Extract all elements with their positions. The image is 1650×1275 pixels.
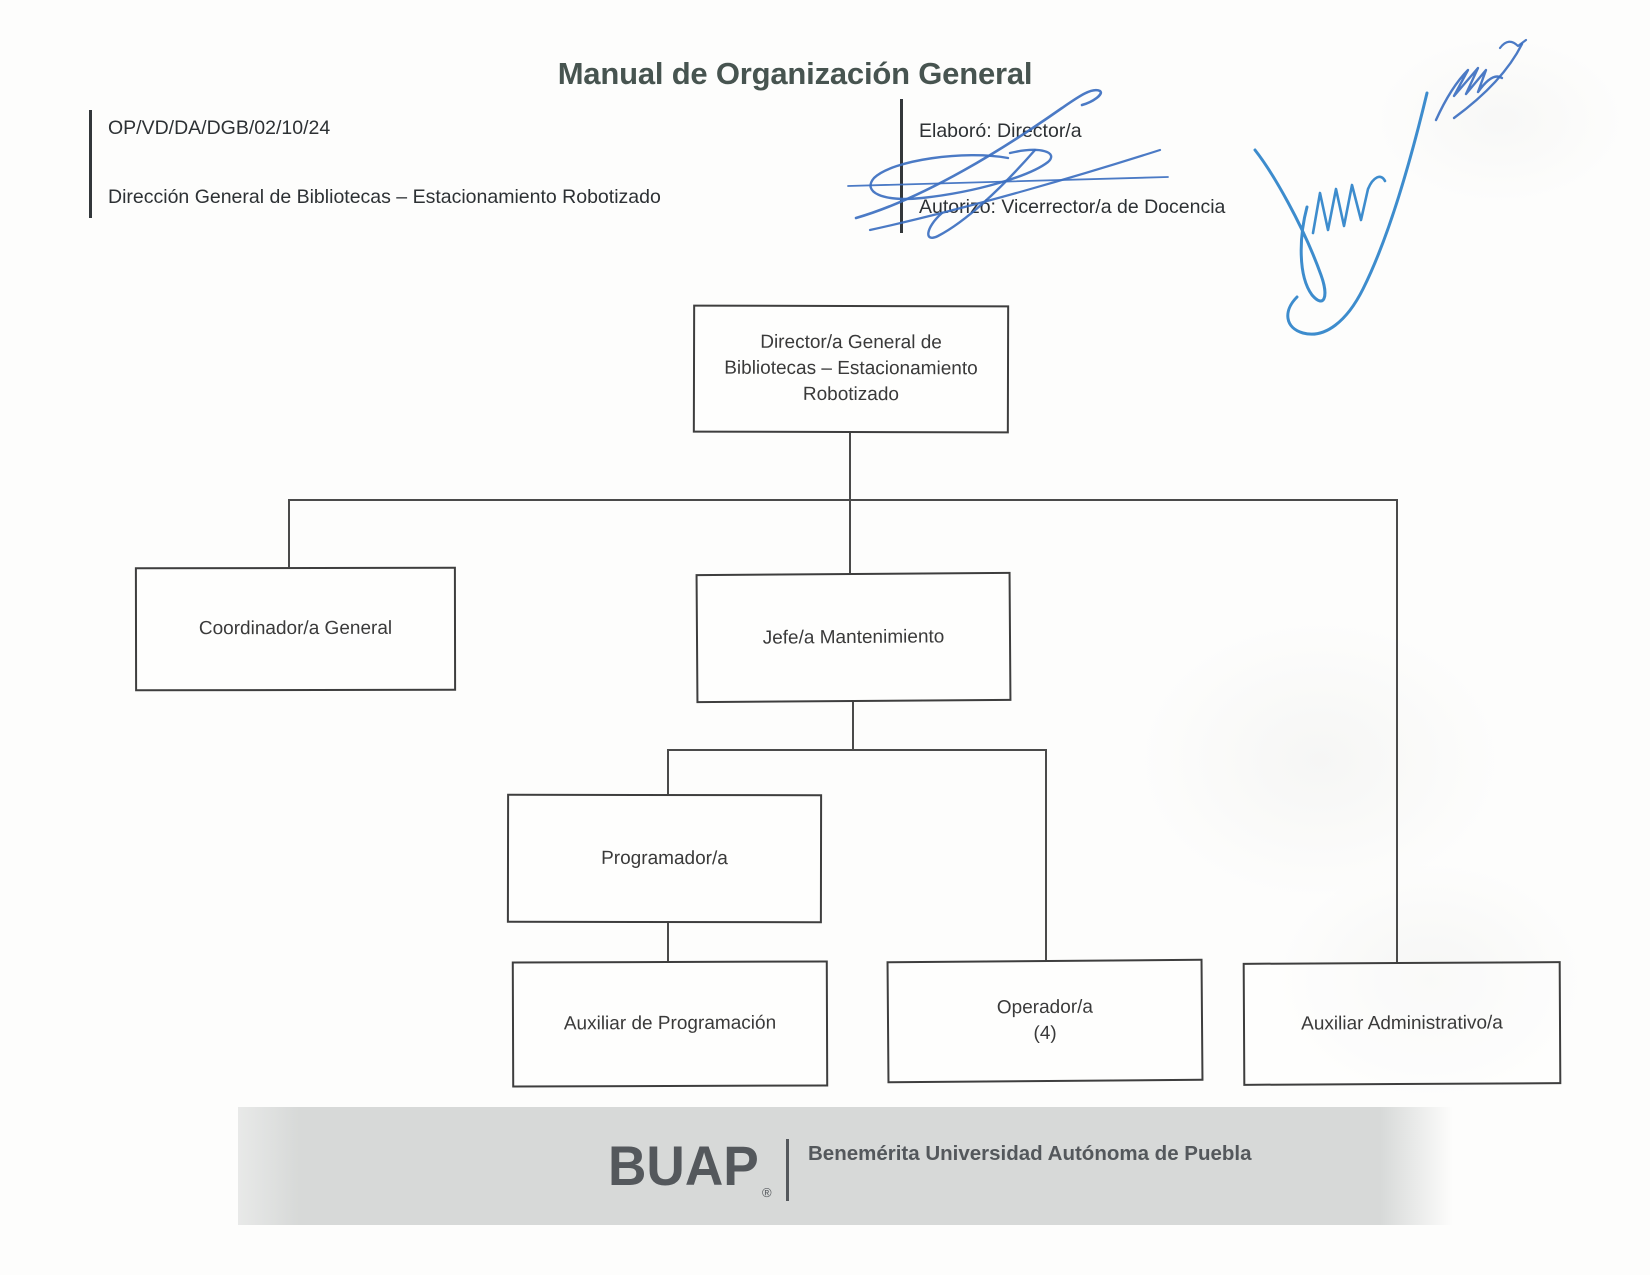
org-node-coordinador-general xyxy=(135,567,456,692)
autorizo-line: Autorizó: Vicerrector/a de Docencia xyxy=(919,196,1226,218)
connector-jefe-stem xyxy=(852,702,854,751)
connector-director-stem xyxy=(849,433,851,501)
registered-mark: ® xyxy=(762,1185,772,1200)
header-left-rule xyxy=(89,110,92,218)
buap-logo: BUAP xyxy=(608,1134,759,1197)
signature-director xyxy=(830,70,1190,260)
org-node-auxiliar-programacion xyxy=(512,960,828,1087)
university-name-line1: Benemérita Universidad xyxy=(808,1142,1043,1165)
org-node-programador xyxy=(507,794,822,924)
department-name: Dirección General de Bibliotecas – Estacionamiento Robotizado xyxy=(108,186,661,208)
connector-drop-programador xyxy=(667,749,669,795)
university-name xyxy=(808,1141,1252,1166)
connector-level3-rail xyxy=(667,749,1047,751)
org-node-label: Auxiliar de Programación xyxy=(563,1012,777,1035)
connector-drop-operador xyxy=(1045,749,1047,961)
document-code: OP/VD/DA/DGB/02/10/24 xyxy=(108,117,331,139)
signature-vicerrector xyxy=(1225,85,1455,347)
org-node-label-line: Robotizado xyxy=(802,383,900,406)
org-node-auxiliar-administrativo xyxy=(1243,961,1562,1086)
org-node-label: Operador/a xyxy=(996,996,1094,1019)
connector-drop-jefe xyxy=(849,499,851,574)
connector-programador-stem xyxy=(667,921,669,963)
org-node-director-general xyxy=(693,305,1009,434)
signature-corner-scribble xyxy=(1428,28,1538,133)
footer-divider xyxy=(786,1139,789,1201)
org-node-label: Auxiliar Administrativo/a xyxy=(1301,1011,1503,1035)
org-node-label-line: Bibliotecas – Estacionamiento xyxy=(724,357,978,380)
elaboro-line: Elaboró: Director/a xyxy=(919,120,1082,142)
header-right-rule xyxy=(900,99,903,233)
connector-drop-coordinador xyxy=(288,499,290,568)
org-node-operador xyxy=(887,959,1204,1083)
org-node-label: Coordinador/a General xyxy=(198,617,393,640)
org-node-label: Programador/a xyxy=(601,847,728,869)
org-node-label-line: Director/a General de xyxy=(760,331,942,354)
connector-drop-auxiliar-administrativo xyxy=(1396,499,1398,963)
org-node-count: (4) xyxy=(1033,1022,1057,1045)
connector-level2-rail xyxy=(288,499,1398,501)
org-node-label: Jefe/a Mantenimiento xyxy=(762,625,945,649)
footer-band xyxy=(238,1107,1453,1225)
page-title: Manual de Organización General xyxy=(557,56,1033,91)
org-node-jefe-mantenimiento xyxy=(696,572,1012,703)
university-name-line2: Autónoma de Puebla xyxy=(1047,1142,1252,1165)
